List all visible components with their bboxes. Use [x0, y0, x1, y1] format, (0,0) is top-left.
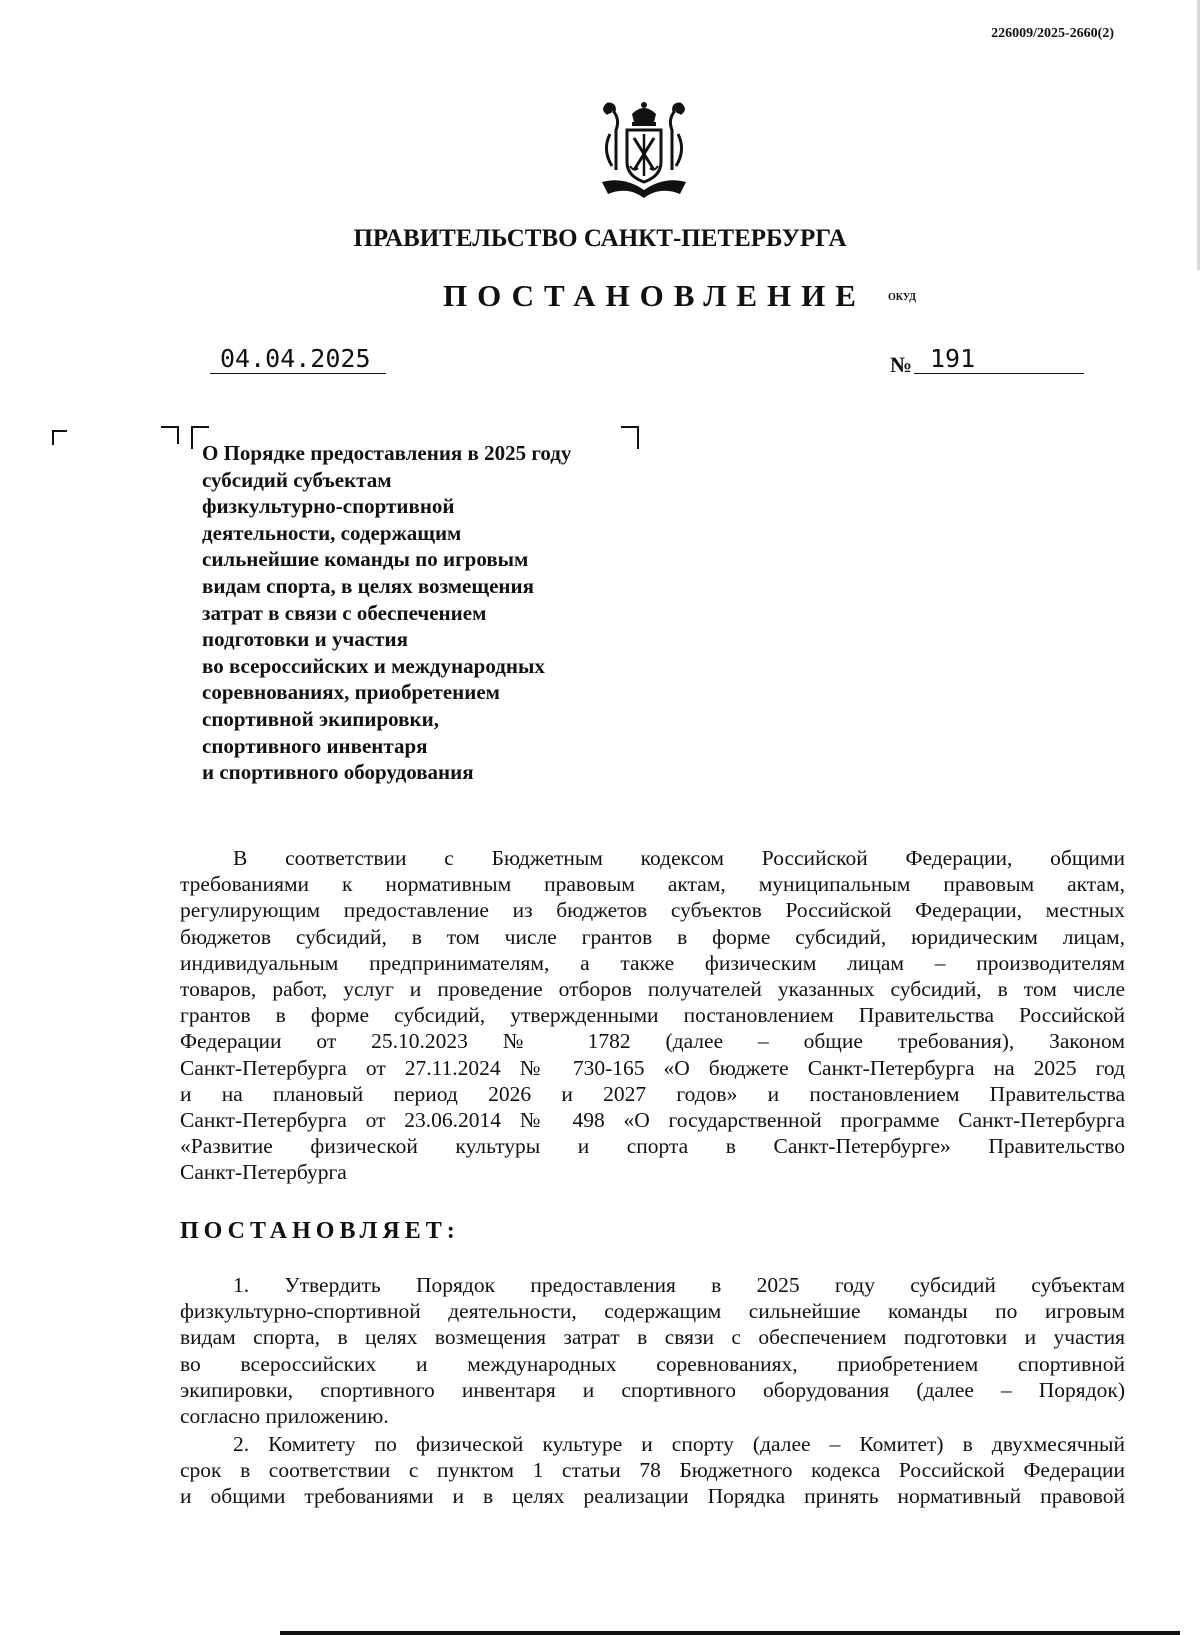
document-number: 191 [914, 345, 1084, 374]
title-line: деятельности, содержащим [202, 520, 462, 545]
text-line: видам спорта, в целях возмещения затрат в связи с обеспечением подготовки и участия [180, 1325, 1125, 1350]
decree-heading: ПОСТАНОВЛЯЕТ: [180, 1218, 460, 1244]
text-line: и на плановый период 2026 и 2027 годов» и постановлением Правительства [180, 1081, 1125, 1106]
document-type-title: ПОСТАНОВЛЕНИЕ [443, 278, 866, 313]
page-bottom-edge [280, 1631, 1180, 1635]
preamble-paragraph [180, 845, 1125, 1186]
title-line: видам спорта, в целях возмещения [202, 573, 534, 598]
title-line: соревнованиях, приобретением [202, 680, 500, 705]
text-line: Федерации от 25.10.2023 № 1782 (далее – общие требования), Законом [180, 1029, 1125, 1054]
document-date: 04.04.2025 [210, 345, 386, 374]
text-line: согласно приложению. [180, 1404, 389, 1429]
document-registration-number: 226009/2025-2660(2) [991, 26, 1114, 41]
title-line: субсидий субъектам [202, 467, 392, 492]
title-line: затрат в связи с обеспечением [202, 600, 487, 625]
saint-petersburg-coat-of-arms-icon [594, 100, 694, 200]
text-line: Санкт-Петербурга от 23.06.2014 № 498 «О государственной программе Санкт-Петербурга [180, 1108, 1125, 1133]
text-line: 1. Утвердить Порядок предоставления в 2025 году субсидий субъектам [233, 1273, 1125, 1297]
text-line: экипировки, спортивного инвентаря и спортивного оборудования (далее – Порядок) [180, 1377, 1125, 1402]
government-title: ПРАВИТЕЛЬСТВО САНКТ-ПЕТЕРБУРГА [353, 225, 847, 252]
text-line: во всероссийских и международных соревнованиях, приобретением спортивной [180, 1351, 1125, 1376]
text-line: индивидуальным предпринимателям, а также физическим лицам – производителям [180, 950, 1125, 975]
title-line: спортивной экипировки, [202, 706, 439, 731]
text-line: Санкт-Петербурга от 27.11.2024 № 730-165 «О бюджете Санкт-Петербурга на 2025 год [180, 1055, 1125, 1080]
text-line: 2. Комитету по физической культуре и спорту (далее – Комитет) в двухмесячный [233, 1432, 1125, 1456]
title-line: физкультурно-спортивной [202, 494, 455, 519]
title-line: О Порядке предоставления в 2025 году [202, 441, 572, 465]
number-sign: № [890, 352, 913, 377]
text-line: регулирующим предоставление из бюджетов субъектов Российской Федерации, местных [180, 898, 1125, 923]
corner-bracket-mark [52, 430, 68, 446]
text-line: «Развитие физической культуры и спорта в Санкт-Петербурге» Правительство [180, 1134, 1125, 1159]
text-line: требованиями к нормативным правовым актам, муниципальным правовым актам, [180, 872, 1125, 897]
text-line: Санкт-Петербурга [180, 1160, 347, 1185]
text-line: товаров, работ, услуг и проведение отборов получателей указанных субсидий, в том числе [180, 977, 1125, 1002]
text-line: физкультурно-спортивной деятельности, содержащим сильнейшие команды по игровым [180, 1299, 1125, 1324]
item-1-paragraph [180, 1272, 1125, 1429]
title-line: во всероссийских и международных [202, 653, 545, 678]
okud-label: ОКУД [888, 292, 917, 303]
text-line: грантов в форме субсидий, утвержденными постановлением Правительства Российской [180, 1003, 1125, 1028]
title-line: подготовки и участия [202, 627, 408, 652]
text-line: срок в соответствии с пунктом 1 статьи 78 Бюджетного кодекса Российской Федерации [180, 1458, 1125, 1483]
text-line: и общими требованиями и в целях реализации Порядка принять нормативный правовой [180, 1484, 1125, 1509]
text-line: бюджетов субсидий, в том числе грантов в форме субсидий, юридическим лицам, [180, 924, 1125, 949]
title-line: и спортивного оборудования [202, 760, 474, 785]
corner-bracket-mark [160, 426, 180, 446]
item-2-paragraph [180, 1431, 1125, 1510]
title-line: спортивного инвентаря [202, 733, 428, 758]
decree-subject-title [202, 440, 632, 786]
text-line: В соответствии с Бюджетным кодексом Российской Федерации, общими [233, 846, 1125, 870]
title-line: сильнейшие команды по игровым [202, 547, 529, 572]
